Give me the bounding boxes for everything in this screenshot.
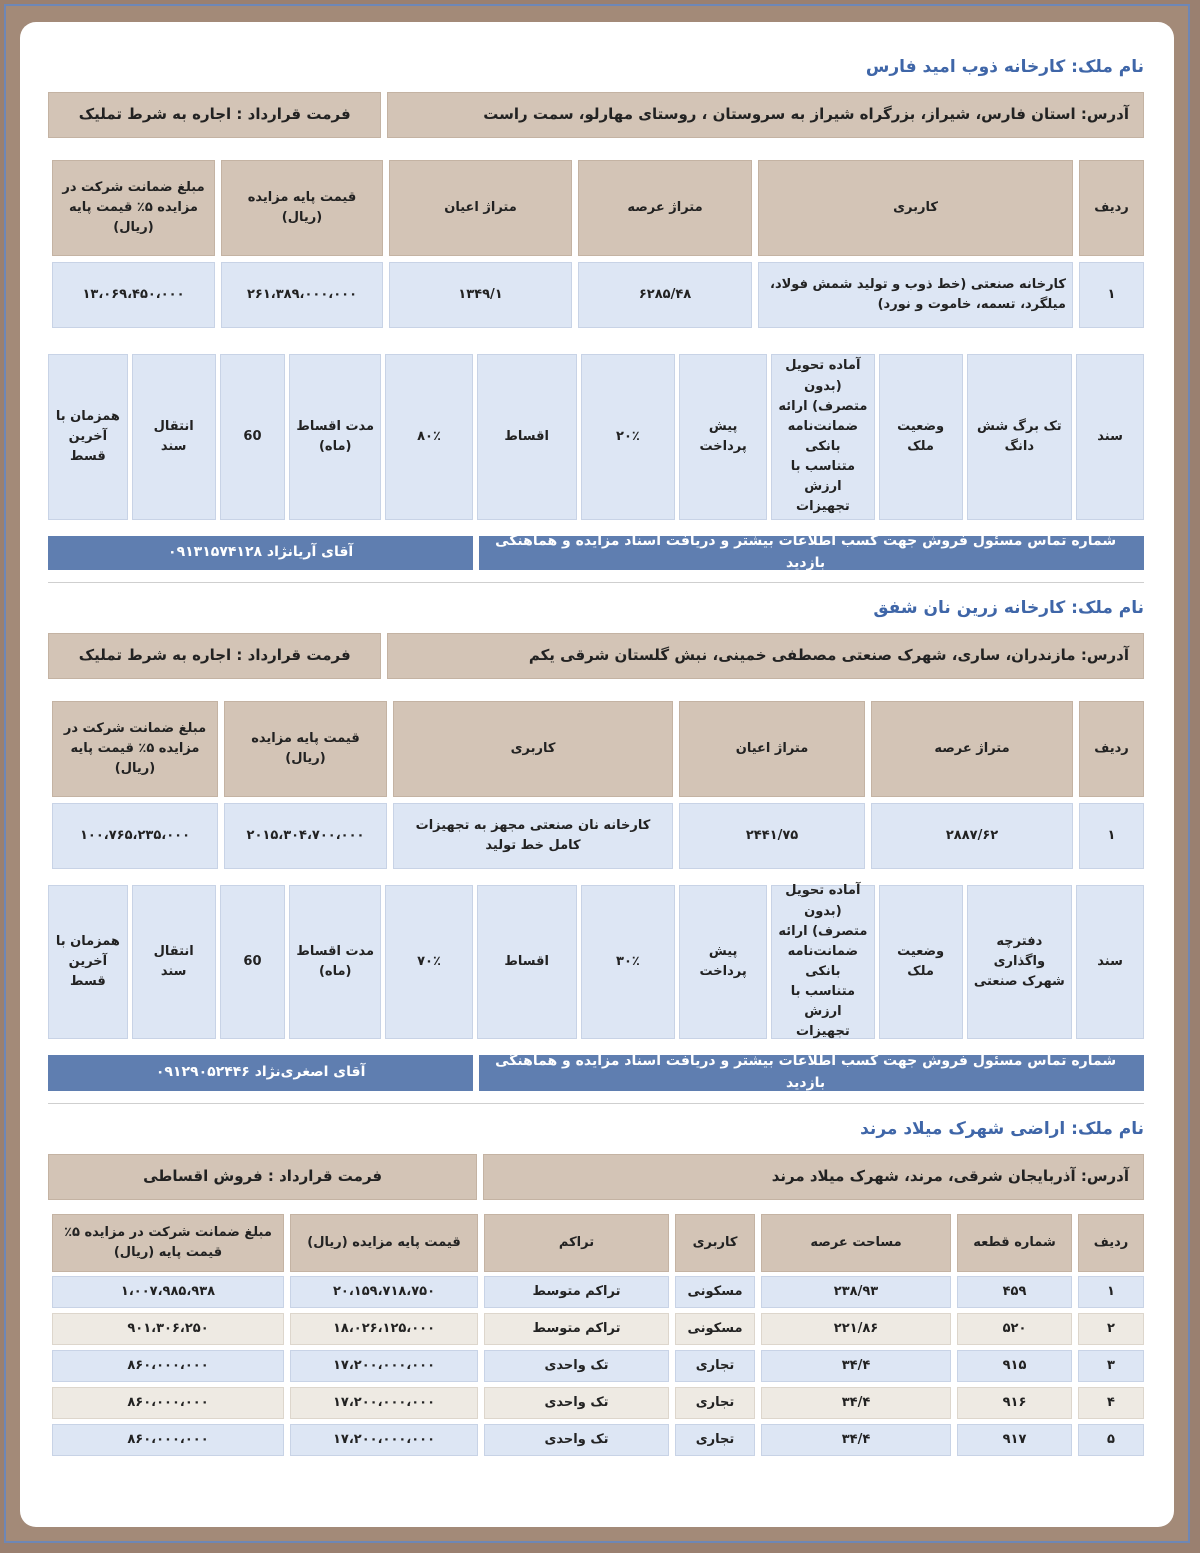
- terms-cell: مدت اقساط (ماه): [289, 885, 381, 1039]
- row-cell: ۳۴/۴: [761, 1387, 951, 1419]
- row-cell: تک واحدی: [484, 1350, 669, 1382]
- table-row: [48, 1350, 1144, 1382]
- row-cell: ۱۷،۲۰۰،۰۰۰،۰۰۰: [290, 1350, 478, 1382]
- row-cell: مسکونی: [675, 1313, 755, 1345]
- address: آدرس: مازندران، ساری، شهرک صنعتی مصطفی خمینی، نبش گلستان شرقی یکم: [387, 633, 1144, 679]
- row-cell: ۵۲۰: [957, 1313, 1072, 1345]
- header-cell: کاربری: [758, 160, 1073, 256]
- terms-cell: اقساط: [477, 354, 577, 520]
- contact-label: شماره تماس مسئول فروش جهت کسب اطلاعات بیشتر و دریافت اسناد مزایده و هماهنگی بازدید: [479, 536, 1144, 570]
- row-cell: ۳۴/۴: [761, 1424, 951, 1456]
- divider: [48, 1103, 1144, 1104]
- terms-cell: وضعیت ملک: [879, 885, 963, 1039]
- property-section-1: [48, 22, 1144, 570]
- row-cell: ۱۰۰،۷۶۵،۲۳۵،۰۰۰: [52, 803, 218, 869]
- row-cell: ۹۰۱،۳۰۶،۲۵۰: [52, 1313, 284, 1345]
- property-title: نام ملک: کارخانه زرین نان شفق: [873, 598, 1144, 618]
- row-cell: ۸۶۰،۰۰۰،۰۰۰: [52, 1350, 284, 1382]
- row-cell: ۹۱۷: [957, 1424, 1072, 1456]
- row-cell: تجاری: [675, 1350, 755, 1382]
- header-cell: متراژ عرصه: [578, 160, 752, 256]
- header-cell: کاربری: [393, 701, 673, 797]
- row-cell: ۱۷،۲۰۰،۰۰۰،۰۰۰: [290, 1424, 478, 1456]
- terms-cell: سند: [1076, 354, 1144, 520]
- terms-row: [48, 885, 1144, 1039]
- row-cell: ۱: [1079, 262, 1144, 328]
- property-title: نام ملک: اراضی شهرک میلاد مرند: [860, 1119, 1144, 1139]
- row-cell: ۵: [1078, 1424, 1144, 1456]
- terms-cell: ۸۰٪: [385, 354, 473, 520]
- outer-frame: [4, 4, 1190, 1543]
- header-cell: مبلغ ضمانت شرکت در مزایده ۵٪ قیمت پایه (ریال): [52, 160, 215, 256]
- row-cell: مسکونی: [675, 1276, 755, 1308]
- row-cell: ۲۶۱،۳۸۹،۰۰۰،۰۰۰: [221, 262, 383, 328]
- header-cell: تراکم: [484, 1214, 669, 1272]
- contact-phone[interactable]: آقای اصغری‌نژاد ۰۹۱۲۹۰۵۲۴۴۶: [48, 1055, 473, 1091]
- row-cell: کارخانه صنعتی (خط ذوب و تولید شمش فولاد، میلگرد، تسمه، خاموت و نورد): [758, 262, 1073, 328]
- row-cell: ۱۳۴۹/۱: [389, 262, 572, 328]
- terms-cell: دفترچه واگذاری شهرک صنعتی: [967, 885, 1073, 1039]
- row-cell: تجاری: [675, 1424, 755, 1456]
- row-cell: ۲۴۴۱/۷۵: [679, 803, 865, 869]
- row-cell: ۲۰،۱۵۹،۷۱۸،۷۵۰: [290, 1276, 478, 1308]
- property-section-3: [48, 1116, 1144, 1456]
- row-cell: ۴۵۹: [957, 1276, 1072, 1308]
- row-cell: ۲۳۸/۹۳: [761, 1276, 951, 1308]
- header-cell: متراژ اعیان: [679, 701, 865, 797]
- table-header-row: [48, 701, 1144, 797]
- terms-cell: تک برگ شش دانگ: [967, 354, 1073, 520]
- row-cell: ۱۷،۲۰۰،۰۰۰،۰۰۰: [290, 1387, 478, 1419]
- header-cell: مساحت عرصه: [761, 1214, 951, 1272]
- terms-cell: 60: [220, 354, 286, 520]
- terms-cell: همزمان با آخرین قسط: [48, 354, 128, 520]
- row-cell: ۱: [1079, 803, 1144, 869]
- row-cell: تک واحدی: [484, 1387, 669, 1419]
- header-cell: ردیف: [1079, 701, 1144, 797]
- header-cell: متراژ اعیان: [389, 160, 572, 256]
- row-cell: کارخانه نان صنعتی مجهز به تجهیزات کامل خط تولید: [393, 803, 673, 869]
- terms-cell: انتقال سند: [132, 354, 216, 520]
- contact-phone[interactable]: آقای آریانژاد ۰۹۱۳۱۵۷۴۱۲۸: [48, 536, 473, 570]
- row-cell: تراکم متوسط: [484, 1276, 669, 1308]
- row-cell: ۲: [1078, 1313, 1144, 1345]
- terms-cell: پیش پرداخت: [679, 885, 767, 1039]
- row-cell: ۸۶۰،۰۰۰،۰۰۰: [52, 1424, 284, 1456]
- terms-cell: 60: [220, 885, 286, 1039]
- terms-cell: ۳۰٪: [581, 885, 676, 1039]
- row-cell: ۶۲۸۵/۴۸: [578, 262, 752, 328]
- terms-cell: سند: [1076, 885, 1144, 1039]
- row-cell: ۴: [1078, 1387, 1144, 1419]
- table-row: [48, 803, 1144, 869]
- terms-cell: ۷۰٪: [385, 885, 473, 1039]
- row-cell: ۳۴/۴: [761, 1350, 951, 1382]
- header-cell: قیمت پایه مزایده (ریال): [224, 701, 387, 797]
- table-row: [48, 1387, 1144, 1419]
- row-cell: ۹۱۵: [957, 1350, 1072, 1382]
- table-header-row: [48, 1214, 1144, 1272]
- terms-cell: آماده تحویل (بدون متصرف) ارائه ضمانت‌نامه بانکی متناسب با ارزش تجهیزات: [771, 885, 875, 1039]
- row-cell: ۹۱۶: [957, 1387, 1072, 1419]
- row-cell: ۱،۰۰۷،۹۸۵،۹۳۸: [52, 1276, 284, 1308]
- contact-bar: [48, 533, 1144, 571]
- terms-cell: ۲۰٪: [581, 354, 676, 520]
- row-cell: ۱۸،۰۲۶،۱۲۵،۰۰۰: [290, 1313, 478, 1345]
- table-header-row: [48, 160, 1144, 256]
- row-cell: ۱: [1078, 1276, 1144, 1308]
- row-cell: ۲۰۱۵،۳۰۴،۷۰۰،۰۰۰: [224, 803, 387, 869]
- row-cell: تراکم متوسط: [484, 1313, 669, 1345]
- property-section-2: [48, 595, 1144, 1091]
- header-cell: قیمت پایه مزایده (ریال): [290, 1214, 478, 1272]
- row-cell: تجاری: [675, 1387, 755, 1419]
- contact-bar: [48, 1055, 1144, 1091]
- row-cell: ۲۲۱/۸۶: [761, 1313, 951, 1345]
- property-title: نام ملک: کارخانه ذوب امید فارس: [865, 57, 1144, 77]
- document-page: [20, 22, 1174, 1527]
- terms-cell: پیش پرداخت: [679, 354, 767, 520]
- terms-cell: وضعیت ملک: [879, 354, 963, 520]
- contact-label: شماره تماس مسئول فروش جهت کسب اطلاعات بیشتر و دریافت اسناد مزایده و هماهنگی بازدید: [479, 1055, 1144, 1091]
- terms-cell: انتقال سند: [132, 885, 216, 1039]
- row-cell: ۲۸۸۷/۶۲: [871, 803, 1073, 869]
- terms-cell: همزمان با آخرین قسط: [48, 885, 128, 1039]
- table-row: [48, 1276, 1144, 1308]
- table-row: [48, 1313, 1144, 1345]
- row-cell: ۳: [1078, 1350, 1144, 1382]
- header-cell: قیمت پایه مزایده (ریال): [221, 160, 383, 256]
- contract-format: فرمت قرارداد : اجاره به شرط تملیک: [48, 92, 381, 138]
- row-cell: ۱۳،۰۶۹،۴۵۰،۰۰۰: [52, 262, 215, 328]
- terms-cell: اقساط: [477, 885, 577, 1039]
- address: آدرس: آذربایجان شرقی، مرند، شهرک میلاد مرند: [483, 1154, 1144, 1200]
- table-row: [48, 1424, 1144, 1456]
- header-cell: مبلغ ضمانت شرکت در مزایده ۵٪ قیمت پایه (ریال): [52, 1214, 284, 1272]
- contract-format: فرمت قرارداد : فروش اقساطی: [48, 1154, 477, 1200]
- header-cell: شماره قطعه: [957, 1214, 1072, 1272]
- row-cell: تک واحدی: [484, 1424, 669, 1456]
- header-cell: مبلغ ضمانت شرکت در مزایده ۵٪ قیمت پایه (ریال): [52, 701, 218, 797]
- divider: [48, 582, 1144, 583]
- contract-format: فرمت قرارداد : اجاره به شرط تملیک: [48, 633, 381, 679]
- terms-cell: مدت اقساط (ماه): [289, 354, 381, 520]
- header-cell: ردیف: [1078, 1214, 1144, 1272]
- header-cell: کاربری: [675, 1214, 755, 1272]
- table-row: [48, 262, 1144, 328]
- header-cell: ردیف: [1079, 160, 1144, 256]
- terms-cell: آماده تحویل (بدون متصرف) ارائه ضمانت‌نامه بانکی متناسب با ارزش تجهیزات: [771, 354, 875, 520]
- address: آدرس: استان فارس، شیراز، بزرگراه شیراز به سروستان ، روستای مهارلو، سمت راست: [387, 92, 1144, 138]
- row-cell: ۸۶۰،۰۰۰،۰۰۰: [52, 1387, 284, 1419]
- terms-row: [48, 354, 1144, 520]
- header-cell: متراژ عرصه: [871, 701, 1073, 797]
